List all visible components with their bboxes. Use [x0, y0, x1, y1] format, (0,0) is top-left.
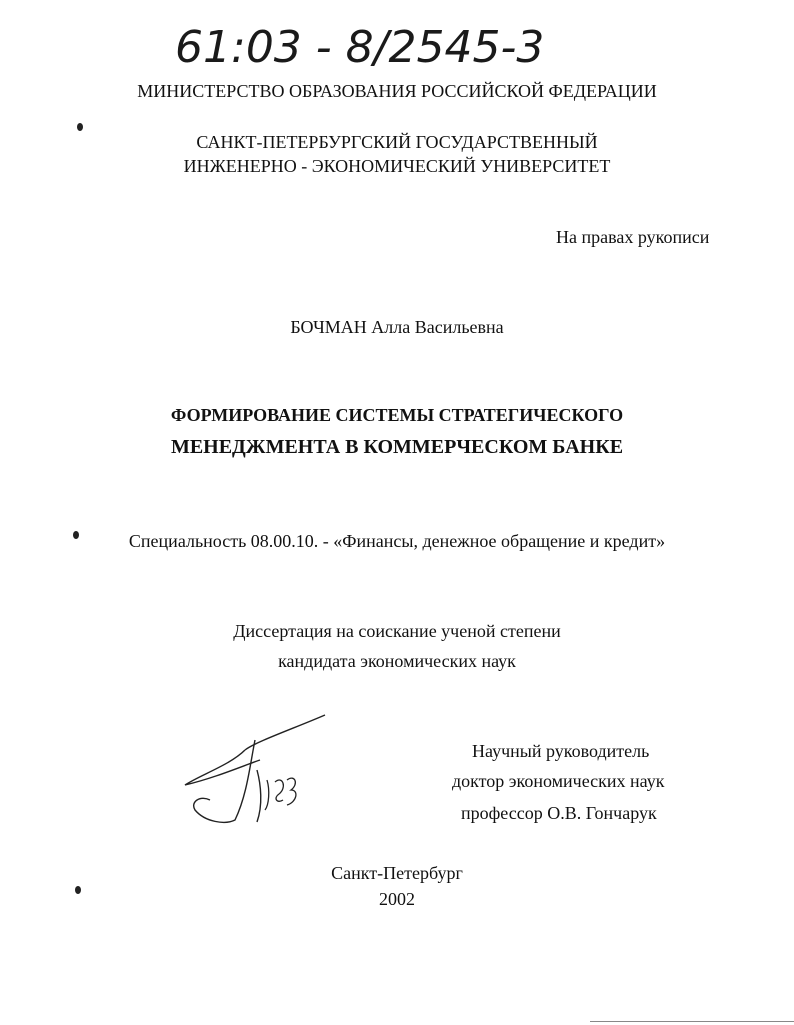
dissertation-degree-line-1: Диссертация на соискание ученой степени — [233, 621, 561, 641]
dissertation-title-line-1: ФОРМИРОВАНИЕ СИСТЕМЫ СТРАТЕГИЧЕСКОГО — [170, 405, 624, 425]
supervisor-degree: доктор экономических наук — [452, 771, 665, 791]
handwritten-archive-code — [170, 10, 550, 80]
manuscript-rights-note: На правах рукописи — [556, 227, 710, 247]
dissertation-title-line-2: МЕНЕДЖМЕНТА В КОММЕРЧЕСКОМ БАНКЕ — [170, 436, 624, 458]
margin-dot — [77, 123, 83, 131]
dissertation-degree-line-2: кандидата экономических наук — [278, 651, 516, 671]
supervisor-role: Научный руководитель — [472, 741, 650, 761]
handwritten-signature — [175, 710, 335, 835]
scan-edge-line — [590, 1021, 794, 1022]
supervisor-name: профессор О.В. Гончарук — [461, 803, 657, 823]
ministry-heading: МИНИСТЕРСТВО ОБРАЗОВАНИЯ РОССИЙСКОЙ ФЕДЕРАЦИИ — [137, 81, 657, 101]
city: Санкт-Петербург — [331, 863, 463, 883]
year: 2002 — [379, 889, 415, 909]
university-name-line-1: САНКТ-ПЕТЕРБУРГСКИЙ ГОСУДАРСТВЕННЫЙ — [196, 132, 598, 152]
author-name: БОЧМАН Алла Васильевна — [290, 317, 504, 337]
university-name-line-2: ИНЖЕНЕРНО - ЭКОНОМИЧЕСКИЙ УНИВЕРСИТЕТ — [183, 156, 611, 176]
specialty-line: Специальность 08.00.10. - «Финансы, денежное обращение и кредит» — [128, 531, 666, 551]
handwritten-code-text: 61:03 - 8/2545-3 — [175, 22, 545, 73]
